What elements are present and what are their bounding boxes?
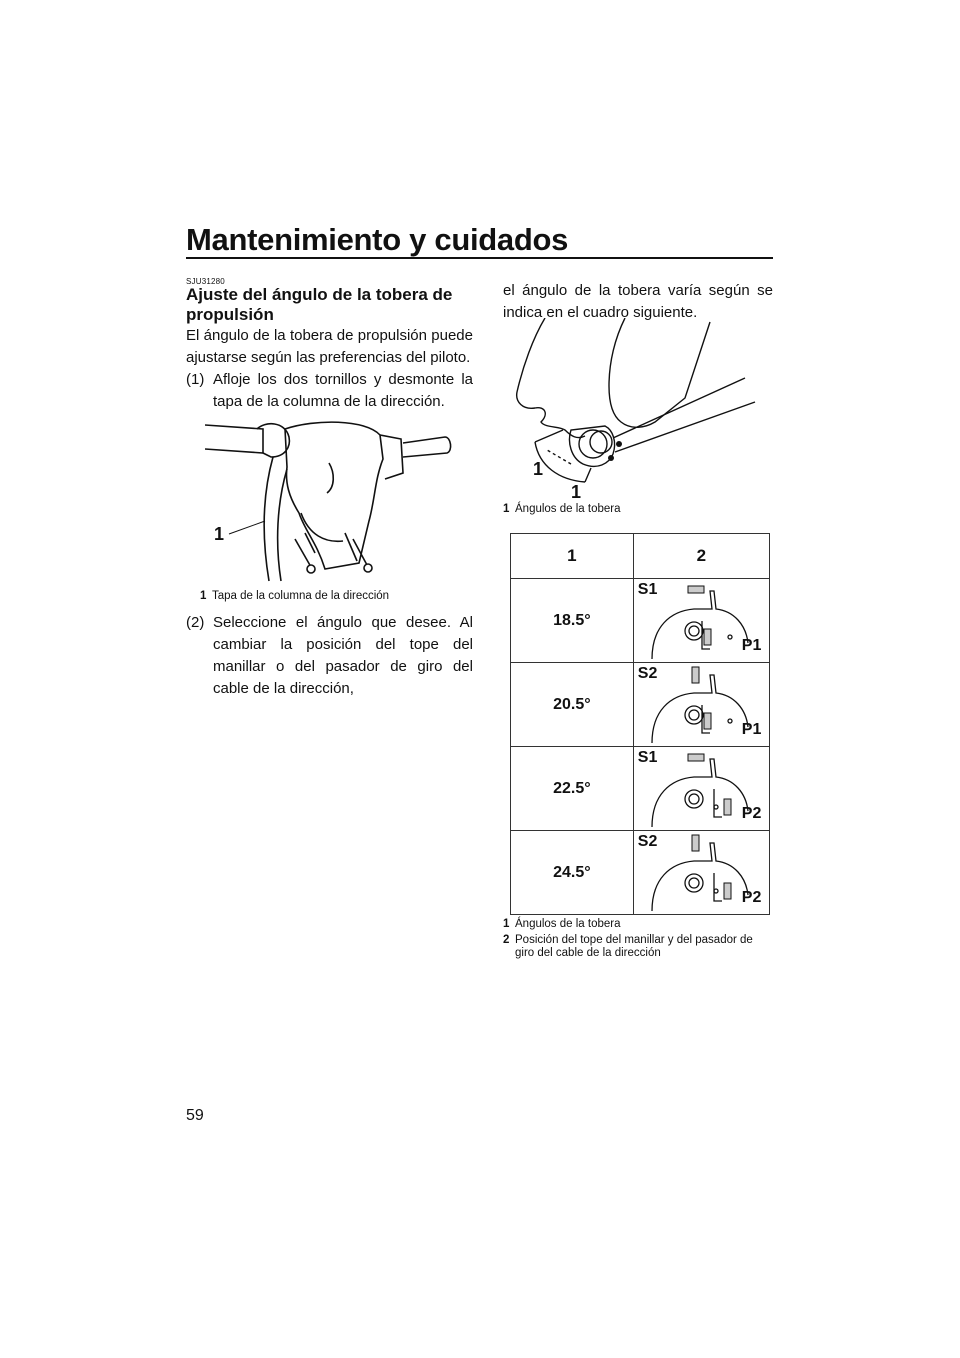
position-diagram [633, 579, 769, 663]
table-row [511, 663, 770, 747]
section-code: SJU31280 [186, 277, 225, 286]
figure1-caption [200, 590, 389, 603]
stopper-label: S1 [637, 749, 658, 766]
step-text: Afloje los dos tornillos y desmonte la tapa de la columna de la dirección. [213, 371, 473, 410]
table-legend-2 [503, 934, 773, 960]
steering-cover-illustration [205, 413, 455, 583]
figure1-callout: 1 [214, 524, 225, 544]
section-heading: Ajuste del ángulo de la tobera de propulsión [186, 285, 453, 324]
caption-text: Ángulos de la tobera [515, 503, 621, 515]
caption-text: Tapa de la columna de la dirección [212, 590, 390, 602]
step-number: (1) [186, 371, 205, 388]
table-header-row [511, 534, 770, 579]
table-row [511, 747, 770, 831]
position-diagram [633, 663, 769, 747]
figure2-caption [503, 503, 621, 516]
position-diagram [633, 747, 769, 831]
figure2-callout-a: 1 [533, 459, 544, 479]
table-row [511, 579, 770, 663]
position-diagram [633, 831, 769, 915]
pin-label: P2 [741, 805, 762, 822]
table-row [511, 831, 770, 915]
step-1 [186, 369, 473, 413]
table-legend-1 [503, 918, 773, 931]
continuation-paragraph: el ángulo de la tobera varía según se indica en el cuadro siguiente. [503, 282, 773, 321]
stopper-label: S2 [637, 833, 658, 850]
nozzle-angle-illustration [505, 318, 760, 498]
page-number: 59 [186, 1107, 204, 1124]
nozzle-angle-table [510, 533, 770, 915]
figure2-callout-b: 1 [571, 482, 582, 502]
angle-value: 20.5° [511, 663, 634, 747]
pin-label: P1 [741, 637, 762, 654]
stopper-label: S2 [637, 665, 658, 682]
caption-number: 1 [503, 503, 510, 515]
step-text: Seleccione el ángulo que desee. Al cambiar la posición del tope del manillar o del pasador de giro del cable de la dirección, [213, 614, 473, 697]
table-header-position: 2 [633, 534, 769, 579]
legend-number: 1 [503, 918, 510, 930]
stopper-label: S1 [637, 581, 658, 598]
angle-value: 18.5° [511, 579, 634, 663]
angle-value: 24.5° [511, 831, 634, 915]
step-number: (2) [186, 614, 205, 631]
intro-paragraph: El ángulo de la tobera de propulsión puede ajustarse según las preferencias del piloto. [186, 327, 473, 366]
table-header-angle: 1 [511, 534, 634, 579]
legend-text: Posición del tope del manillar y del pasador de giro del cable de la dirección [515, 934, 753, 959]
legend-text: Ángulos de la tobera [515, 918, 621, 930]
legend-number: 2 [503, 934, 510, 946]
caption-number: 1 [200, 590, 207, 602]
pin-label: P2 [741, 889, 762, 906]
pin-label: P1 [741, 721, 762, 738]
angle-value: 22.5° [511, 747, 634, 831]
step-2 [186, 612, 473, 700]
page-title: Mantenimiento y cuidados [186, 222, 569, 257]
title-rule [186, 257, 773, 259]
